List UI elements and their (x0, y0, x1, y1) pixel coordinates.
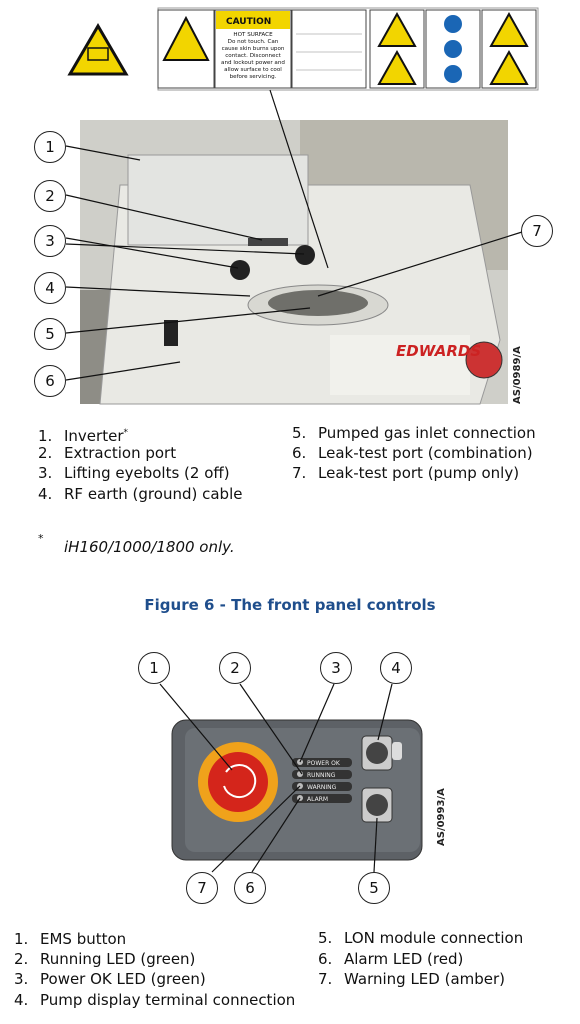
footnote-mark: * (38, 532, 44, 545)
legend-item: 7. Leak-test port (pump only) (292, 464, 520, 482)
legend-item: 1. EMS button (14, 930, 127, 948)
legend-item: 1. Inverter* (38, 427, 128, 445)
callout-5: 5 (358, 872, 390, 904)
callout-7: 7 (521, 215, 553, 247)
callout-5: 5 (34, 318, 66, 350)
callout-4: 4 (380, 652, 412, 684)
callout-2: 2 (219, 652, 251, 684)
led-label-running: RUNNING (307, 772, 336, 779)
figure-1-code: AS/0989/A (512, 346, 523, 404)
callout-3: 3 (320, 652, 352, 684)
legend-item: 2. Running LED (green) (14, 950, 196, 968)
callout-1: 1 (138, 652, 170, 684)
legend-item: 5. LON module connection (318, 929, 524, 947)
callout-3: 3 (34, 225, 66, 257)
legend-item: 7. Warning LED (amber) (318, 970, 506, 988)
footnote: iH160/1000/1800 only. (64, 538, 235, 556)
callout-4: 4 (34, 272, 66, 304)
callout-1: 1 (34, 131, 66, 163)
ems-button (198, 742, 278, 822)
callout-7: 7 (186, 872, 218, 904)
figure-caption: Figure 6 - The front panel controls (144, 596, 436, 614)
callout-2: 2 (34, 180, 66, 212)
edwards-logo: EDWARDS (396, 342, 482, 360)
figure-2-illustration (0, 640, 580, 920)
legend-item: 2. Extraction port (38, 444, 177, 462)
led-label-warning: WARNING (307, 784, 337, 791)
legend-item: 3. Power OK LED (green) (14, 970, 206, 988)
legend-item: 6. Alarm LED (red) (318, 950, 464, 968)
legend-item: 5. Pumped gas inlet connection (292, 424, 536, 442)
legend-item: 4. RF earth (ground) cable (38, 485, 243, 503)
legend-item: 3. Lifting eyebolts (2 off) (38, 464, 230, 482)
legend-item: 6. Leak-test port (combination) (292, 444, 533, 462)
hot-surface-text: HOT SURFACE Do not touch. Can cause skin burns upon contact. Disconnect and lockout power and allow surface to cool before servicing. (221, 32, 285, 80)
figure-2-code: AS/0993/A (436, 788, 447, 846)
led-label-power-ok: POWER OK (307, 760, 340, 767)
callout-6: 6 (234, 872, 266, 904)
warning-labels (70, 8, 538, 90)
caution-label: CAUTION (226, 17, 272, 27)
callout-6: 6 (34, 365, 66, 397)
led-label-alarm: ALARM (307, 796, 329, 803)
legend-item: 4. Pump display terminal connection (14, 991, 296, 1009)
figure-1-illustration (0, 0, 580, 410)
